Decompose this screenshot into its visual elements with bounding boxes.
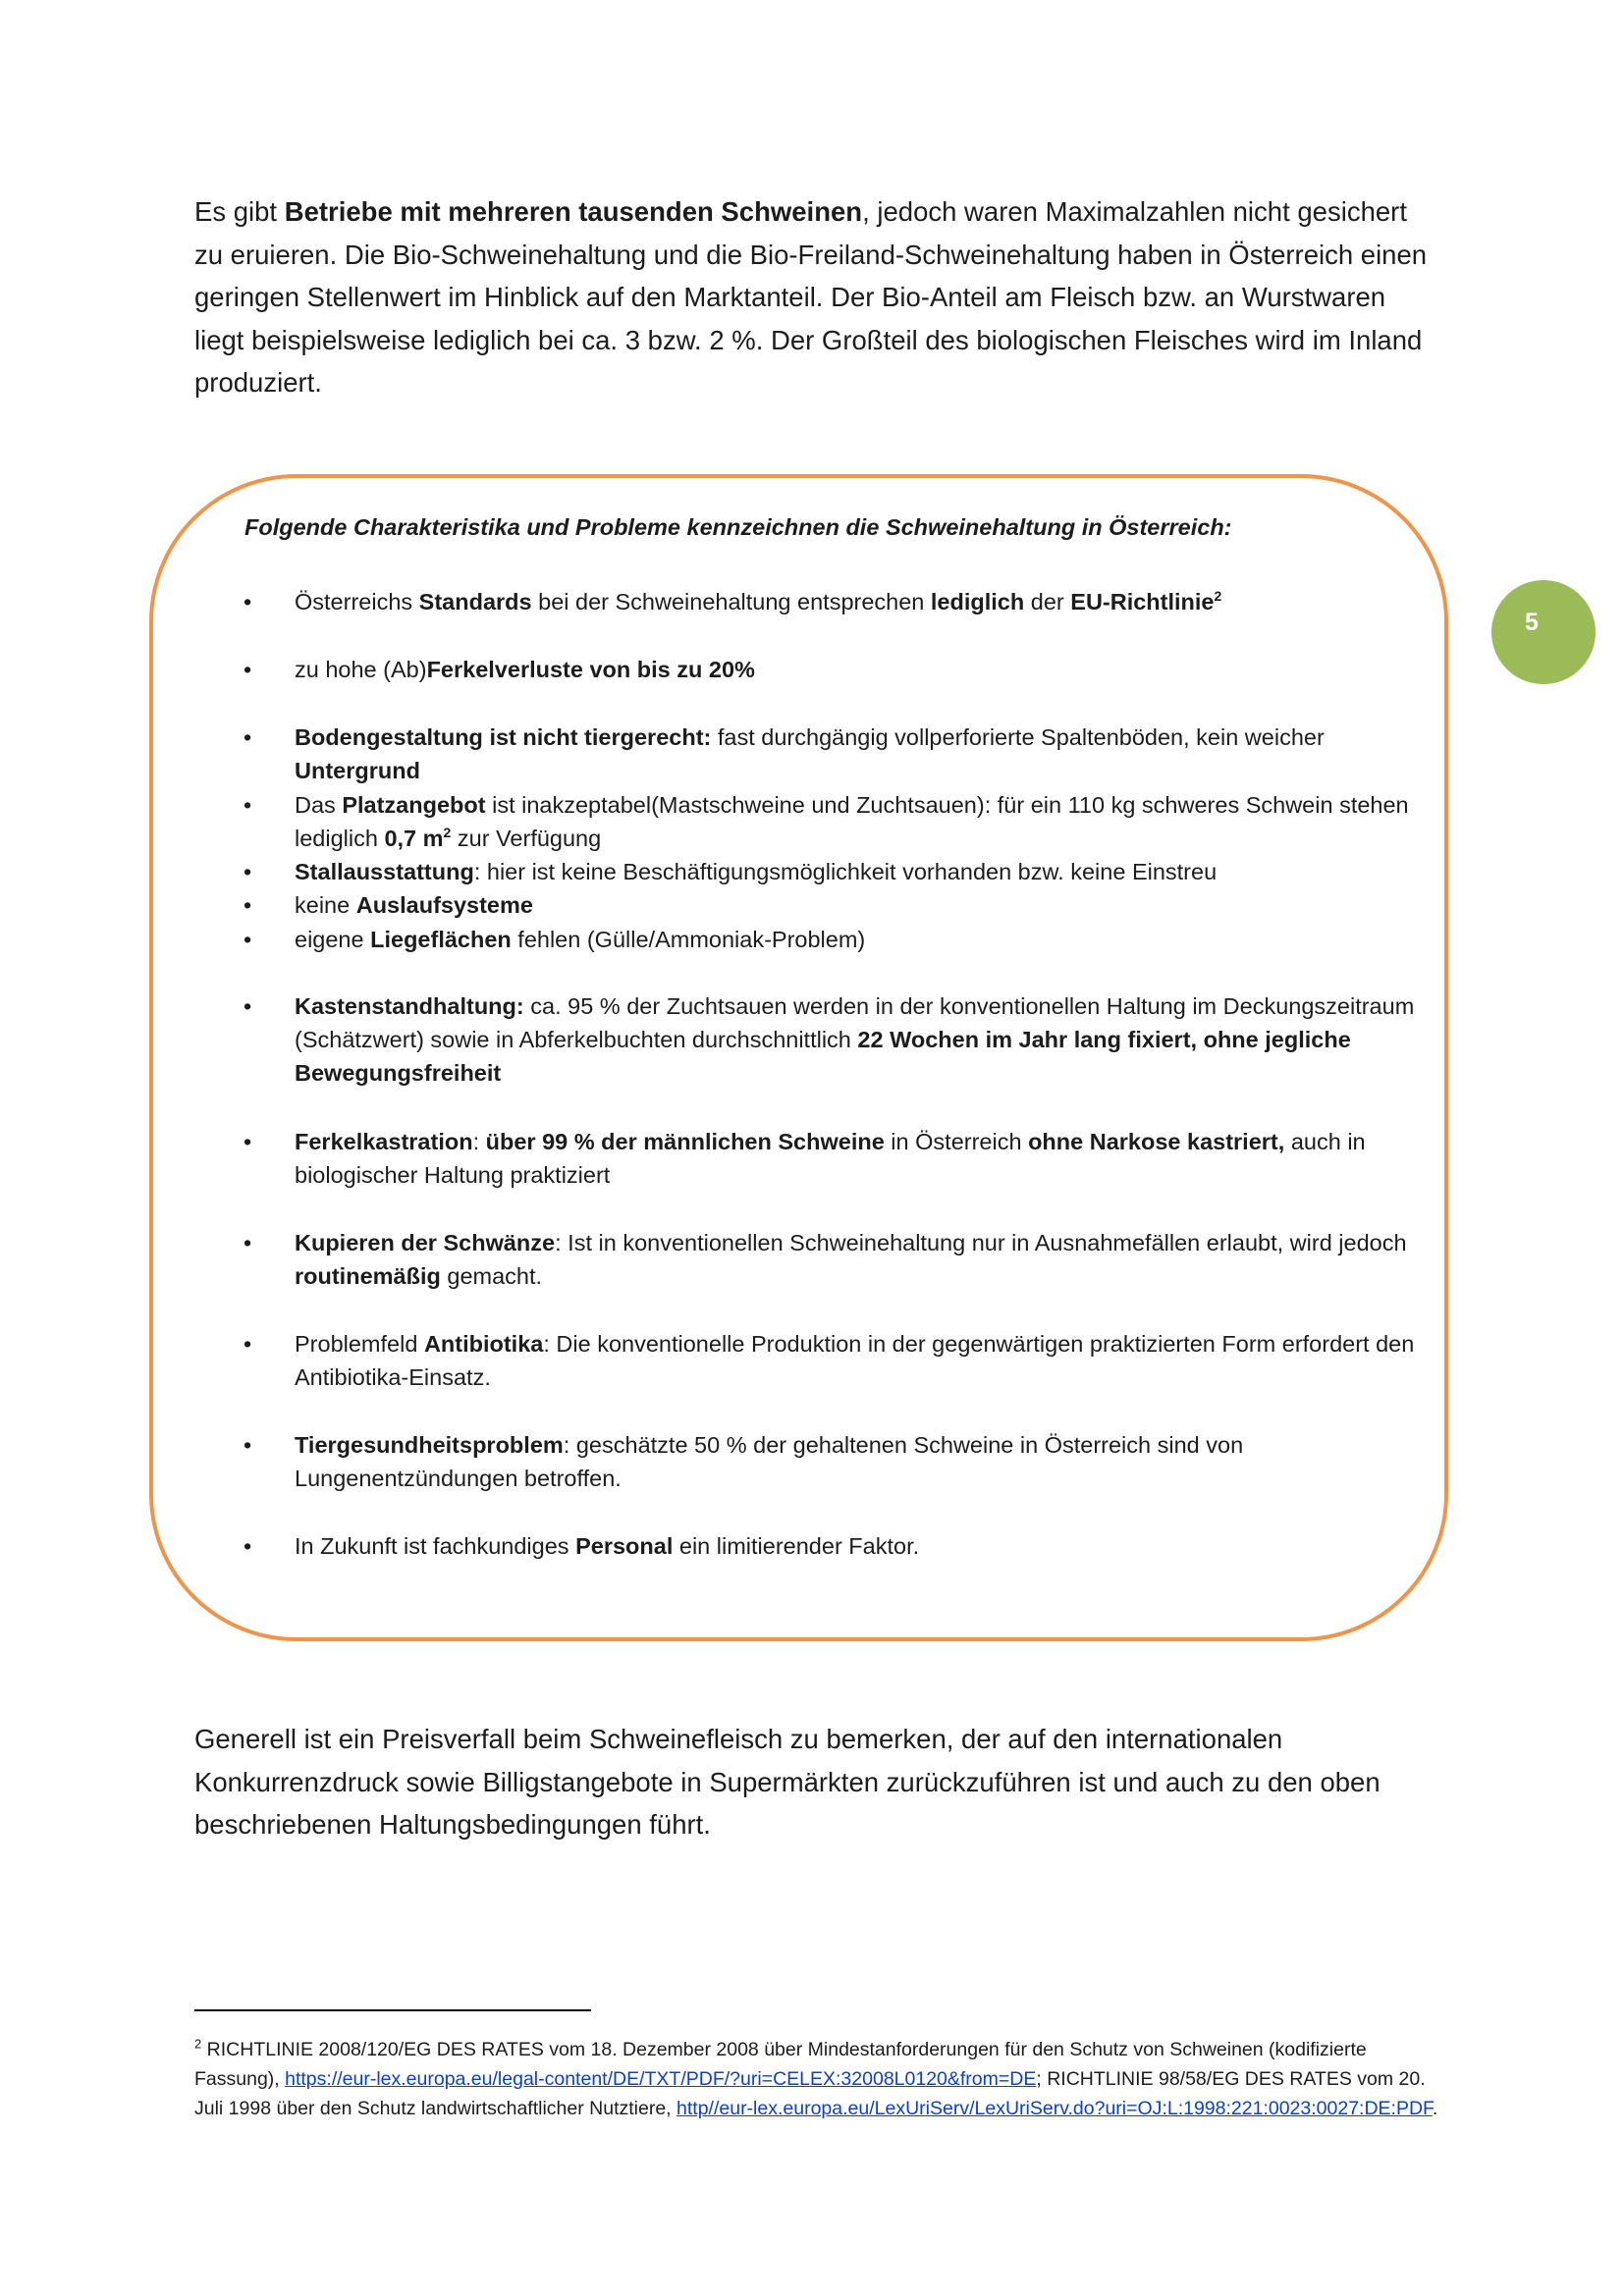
- footnote-number: 2: [194, 2036, 202, 2052]
- intro-paragraph: Es gibt Betriebe mit mehreren tausenden Schweinen, jedoch waren Maximalzahlen nicht gesichert zu eruieren. Die Bio-Schweinehaltung und die Bio-Freiland-Schweinehaltung haben in Österreich einen geringen Stellenwert im Hinblick auf den Marktanteil. Der Bio-Anteil am Fleisch bzw. an Wurstwaren liegt beispielsweise lediglich bei ca. 3 bzw. 2 %. Der Großteil des biologischen Fleisches wird im Inland produziert.: [194, 196, 1428, 398]
- page-number: 5: [1525, 609, 1539, 636]
- list-item: • Problemfeld Antibiotika: Die konventionelle Produktion in der gegenwärtigen praktizierten Form erfordert den Antibiotika-Einsatz.: [244, 1331, 1415, 1390]
- list-item: • eigene Liegeflächen fehlen (Gülle/Ammoniak-Problem): [244, 927, 866, 952]
- list-item: • In Zukunft ist fachkundiges Personal ein limitierender Faktor.: [244, 1533, 920, 1559]
- list-item: • Bodengestaltung ist nicht tiergerecht: fast durchgängig vollperforierte Spaltenböden, kein weicher Untergrund: [244, 724, 1325, 783]
- list-item: • Tiergesundheitsproblem: geschätzte 50 % der gehaltenen Schweine in Österreich sind von Lungenentzündungen betroffen.: [244, 1432, 1244, 1491]
- footnote: $^2$ RICHTLINIE 2008/120/EG DES RATES vom 18. Dezember 2008 über Mindestanforderungen für den Schutz von Schweinen (kodifizierte Fassung), https://eur-lex.europa.eu/legal-content/DE/TXT/PDF/?uri=CELEX:32008L0120&from=DE; RICHTLINIE 98/58/EG DES RATES vom 20. Juli 1998 über den Schutz landwirtschaftlicher Nutztiere, http//eur-lex.europa.eu/LexUriServ/LexUriServ.do?uri=OJ:L:1998:221:0023:0027:DE:PDF.: [194, 2036, 1438, 2119]
- list-item: • Ferkelkastration: über 99 % der männlichen Schweine in Österreich ohne Narkose kastriert, auch in biologischer Haltung praktiziert: [244, 1129, 1366, 1188]
- list-item: • Kastenstandhaltung: ca. 95 % der Zuchtsauen werden in der konventionellen Haltung im Deckungszeitraum (Schätzwert) sowie in Abferkelbuchten durchschnittlich 22 Wochen im Jahr lang fixiert, ohne jegliche Bewegungsfreiheit: [244, 993, 1415, 1086]
- outro-paragraph: Generell ist ein Preisverfall beim Schweinefleisch zu bemerken, der auf den internationalen Konkurrenzdruck sowie Billigstangebote in Supermärkten zurückzuführen ist und auch zu den oben beschriebenen Haltungsbedingungen führt.: [194, 1724, 1380, 1840]
- page-number-badge: [1491, 580, 1596, 684]
- list-item: • Stallausstattung: hier ist keine Beschäftigungsmöglichkeit vorhanden bzw. keine Einstreu: [244, 859, 1218, 884]
- list-item: • Kupieren der Schwänze: Ist in konventionellen Schweinehaltung nur in Ausnahmefällen erlaubt, wird jedoch routinemäßig gemacht.: [244, 1230, 1407, 1289]
- box-title: Folgende Charakteristika und Probleme kennzeichnen die Schweinehaltung in Österreich:: [244, 514, 1232, 540]
- footnote-link-lexuriserv[interactable]: http//eur-lex.europa.eu/LexUriServ/LexUriServ.do?uri=OJ:L:1998:221:0023:0027:DE:PDF: [677, 2098, 1433, 2119]
- footnote-separator: [194, 2009, 591, 2011]
- list-item: • Österreichs Standards bei der Schweinehaltung entsprechen lediglich der EU-Richtlinie$^2$: [244, 588, 1222, 614]
- list-item: • zu hohe (Ab)Ferkelverluste von bis zu 20%: [244, 657, 755, 682]
- list-item: • keine Auslaufsysteme: [244, 892, 533, 918]
- footnote-link-celex[interactable]: https://eur-lex.europa.eu/legal-content/DE/TXT/PDF/?uri=CELEX:32008L0120&from=DE: [285, 2068, 1037, 2090]
- list-item: • Das Platzangebot ist inakzeptabel(Mastschweine und Zuchtsauen): für ein 110 kg schweres Schwein stehen lediglich 0,7 $m^2$ zur Verfügung: [244, 792, 1409, 851]
